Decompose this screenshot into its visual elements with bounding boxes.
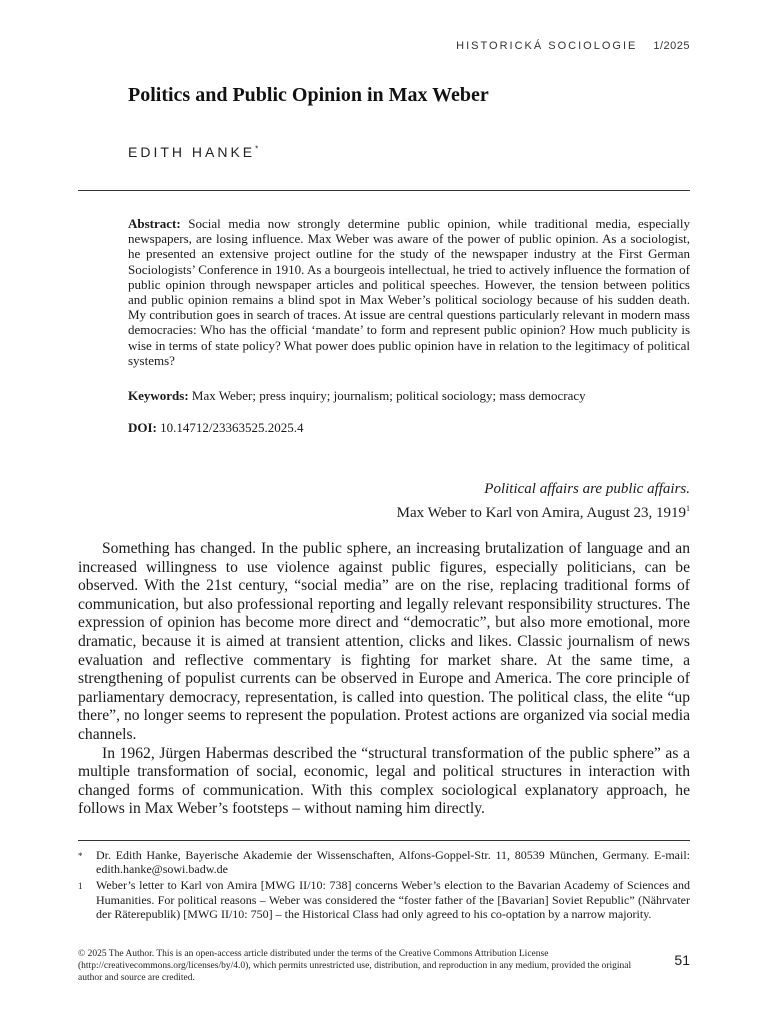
epigraph xyxy=(397,480,690,523)
running-header xyxy=(456,40,690,52)
journal-name: HISTORICKÁ SOCIOLOGIE xyxy=(456,40,638,52)
doi-label: DOI: xyxy=(128,420,157,435)
footnote-mark: 1 xyxy=(78,881,83,892)
body-paragraph-2: In 1962, Jürgen Habermas described the “structural transformation of the public sphere” as a multiple transformation of social, economic, legal and political structures in interaction with changed forms of communication. With this complex sociological explanatory approach, he follows in Max Weber’s footsteps – without naming him directly. xyxy=(78,744,690,818)
footnote-text: Weber’s letter to Karl von Amira [MWG II/10: 738] concerns Weber’s election to the Bavarian Academy of Sciences and Humanities. For political reasons – Weber was considered the “foster father of the [Bavarian] Soviet Republic” (Nährvater der Räterepublik) [MWG II/10: 750] – the Historical Class had only agreed to his co-optation by a narrow majority. xyxy=(96,878,690,921)
epigraph-quote: Political affairs are public affairs. xyxy=(484,481,690,497)
title-divider xyxy=(78,190,690,191)
author-name: EDITH HANKE xyxy=(128,144,256,160)
footnote-1 xyxy=(78,878,690,921)
author-footnote-mark[interactable]: * xyxy=(255,144,259,154)
epigraph-source-line xyxy=(397,499,690,523)
keywords xyxy=(128,388,690,404)
page-number: 51 xyxy=(674,952,690,968)
abstract xyxy=(128,216,690,368)
footnote-divider xyxy=(78,840,690,841)
keywords-label: Keywords: xyxy=(128,388,189,403)
body-paragraph-1: Something has changed. In the public sphere, an increasing brutalization of language and an increased willingness to use violence against public figures, especially politicians, can be observed. With the 21st century, “social media” are on the rise, replacing traditional forms of communication, but also professional reporting and legally relevant responsibility structures. The expression of opinion has become more direct and “democratic”, but also more emotional, more dramatic, because it is aimed at transient attention, clicks and likes. Classic journalism of news evaluation and reflective commentary is fighting for market share. At the same time, a strengthening of populist currents can be observed in Europe and America. The core principle of parliamentary democracy, representation, is called into question. The political class, the elite “up there”, no longer seems to represent the population. Protest actions are organized via social media channels. xyxy=(78,540,690,743)
doi xyxy=(128,420,304,436)
doi-value[interactable]: 10.14712/23363525.2025.4 xyxy=(160,420,304,435)
footnote-author xyxy=(78,848,690,876)
abstract-label: Abstract: xyxy=(128,216,181,231)
license-notice: © 2025 The Author. This is an open-access article distributed under the terms of the Creative Commons Attribution License (http://creativecommons.org/licenses/by/4.0), which permits unrestricted use, distribution, and reproduction in any medium, provided the original author and source are credited. xyxy=(78,949,632,984)
article-title: Politics and Public Opinion in Max Weber xyxy=(128,84,489,106)
article-body xyxy=(78,540,690,819)
epigraph-source: Max Weber to Karl von Amira, August 23, 1919 xyxy=(396,505,686,521)
keywords-text: Max Weber; press inquiry; journalism; political sociology; mass democracy xyxy=(191,388,586,403)
footnote-text: Dr. Edith Hanke, Bayerische Akademie der Wissenschaften, Alfons-Goppel-Str. 11, 80539 München, Germany. E-mail: edith.hanke@sowi.badw.de xyxy=(96,848,690,877)
footnotes xyxy=(78,848,690,923)
abstract-text: Social media now strongly determine public opinion, while traditional media, especially newspapers, are losing influence. Max Weber was aware of the power of public opinion. As a sociologist, he presented an extensive project outline for the study of the newspaper industry at the First German Sociologists’ Conference in 1910. As a bourgeois intellectual, he tried to actively influence the formation of public opinion through newspaper articles and political speeches. However, the tension between politics and public opinion remains a blind spot in Max Weber’s political sociology because of his sudden death. My contribution goes in search of traces. At issue are central questions particularly relevant in modern mass democracies: Who has the official ‘mandate’ to form and represent public opinion? How much publicity is wise in terms of state policy? What power does public opinion have in relation to the legitimacy of political systems? xyxy=(128,216,691,368)
author-line xyxy=(128,144,258,160)
footnote-ref-1[interactable]: 1 xyxy=(686,504,690,513)
issue-number: 1/2025 xyxy=(653,40,690,52)
footnote-mark: * xyxy=(78,851,83,861)
